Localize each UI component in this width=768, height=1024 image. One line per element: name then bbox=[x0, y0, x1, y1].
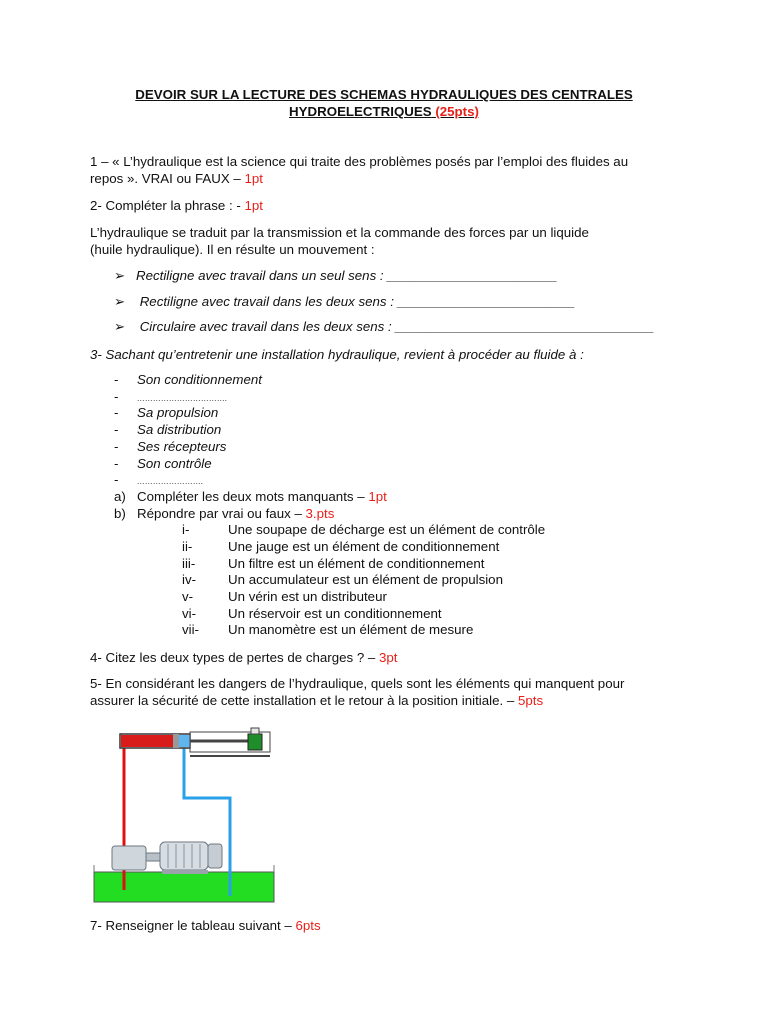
question-7: 7- Renseigner le tableau suivant – 6pts bbox=[90, 918, 321, 933]
question-1-line-1: 1 – « L’hydraulique est la science qui traite des problèmes posés par l’emploi des fluides au bbox=[90, 154, 629, 169]
statement-row: vii- Un manomètre est un élément de mesure bbox=[182, 622, 474, 637]
statement-row: iii- Un filtre est un élément de conditionnement bbox=[182, 556, 485, 571]
question-3-text: 3- Sachant qu’entretenir une installation hydraulique, revient à procéder au fluide à : bbox=[90, 347, 584, 362]
list-item: - Ses récepteurs bbox=[114, 439, 227, 454]
title-points: (25pts) bbox=[435, 104, 479, 119]
question-1-points: 1pt bbox=[244, 171, 263, 186]
bullet-item: ➢ Rectiligne avec travail dans un seul sens : _______________________ bbox=[114, 268, 558, 283]
question-3b: b) Répondre par vrai ou faux – 3.pts bbox=[114, 506, 335, 521]
statement-row: iv- Un accumulateur est un élément de propulsion bbox=[182, 572, 503, 587]
question-5-line-1: 5- En considérant les dangers de l’hydraulique, quels sont les éléments qui manquent pour bbox=[90, 676, 625, 691]
question-1 bbox=[90, 153, 690, 187]
question-2-points: 1pt bbox=[244, 198, 263, 213]
question-3a: a) Compléter les deux mots manquants – 1pt bbox=[114, 489, 387, 504]
arrow-bullet-icon: ➢ bbox=[114, 319, 126, 334]
question-2-text: 2- Compléter la phrase : - bbox=[90, 198, 245, 213]
statement-row: i- Une soupape de décharge est un élément de contrôle bbox=[182, 522, 546, 537]
question-5-line-2: assurer la sécurité de cette installation et le retour à la position initiale. – bbox=[90, 693, 518, 708]
question-4-points: 3pt bbox=[379, 650, 398, 665]
question-5-points: 5pts bbox=[517, 693, 544, 708]
list-item: - Son contrôle bbox=[114, 456, 212, 471]
title-line-1: DEVOIR SUR LA LECTURE DES SCHEMAS HYDRAULIQUES DES CENTRALES bbox=[135, 87, 633, 102]
list-item: - Son conditionnement bbox=[114, 372, 262, 387]
question-2-intro-line-1: L’hydraulique se traduit par la transmission et la commande des forces par un liquide bbox=[90, 225, 589, 240]
list-item: - Sa propulsion bbox=[114, 405, 219, 420]
tank-icon bbox=[94, 872, 274, 902]
bullet-item: ➢ Rectiligne avec travail dans les deux sens : ________________________ bbox=[114, 294, 576, 309]
pump-icon bbox=[112, 846, 146, 870]
arrow-bullet-icon: ➢ bbox=[114, 268, 126, 283]
statement-row: v- Un vérin est un distributeur bbox=[182, 589, 387, 604]
limit-switch-icon bbox=[248, 734, 262, 750]
document-title bbox=[90, 86, 678, 120]
list-item: - ……………………………. bbox=[114, 389, 228, 404]
title-line-2: HYDROELECTRIQUES bbox=[289, 104, 432, 119]
question-1-line-2: repos ». VRAI ou FAUX – bbox=[90, 171, 245, 186]
hydraulic-circuit-diagram bbox=[90, 722, 290, 907]
arrow-bullet-icon: ➢ bbox=[114, 294, 126, 309]
statement-row: vi- Un réservoir est un conditionnement bbox=[182, 606, 442, 621]
list-item: - ……………………. bbox=[114, 472, 204, 487]
question-2-intro bbox=[90, 224, 690, 258]
list-item: - Sa distribution bbox=[114, 422, 222, 437]
question-5 bbox=[90, 675, 690, 709]
statement-row: ii- Une jauge est un élément de conditionnement bbox=[182, 539, 500, 554]
question-7-points: 6pts bbox=[295, 918, 321, 933]
question-4: 4- Citez les deux types de pertes de charges ? – 3pt bbox=[90, 650, 398, 665]
question-2-intro-line-2: (huile hydraulique). Il en résulte un mouvement : bbox=[90, 242, 375, 257]
bullet-item: ➢ Circulaire avec travail dans les deux sens : ___________________________________ bbox=[114, 319, 655, 334]
question-2 bbox=[90, 197, 690, 214]
